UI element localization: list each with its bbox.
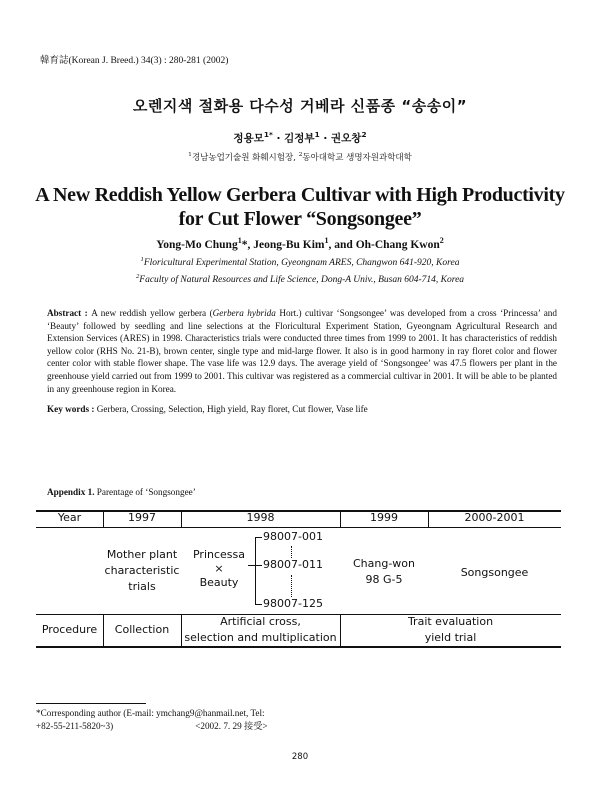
trait-line-1: Trait evaluation — [407, 615, 494, 628]
author-3-prefix: , and — [328, 238, 356, 251]
dotted-connector — [291, 575, 292, 597]
cultivar-songsongee: Songsongee — [460, 566, 529, 579]
english-affil-2 — [0, 270, 600, 287]
korean-affiliations — [0, 151, 600, 163]
procedure-collection: Collection — [114, 623, 170, 636]
abstract — [47, 307, 557, 395]
appendix-caption-text: Parentage of ‘Songsongee’ — [94, 487, 196, 497]
changwon-line-1: Chang-won — [352, 557, 415, 570]
affil-1-sup: 1 — [188, 151, 192, 159]
trait-line-2: yield trial — [424, 631, 477, 644]
footnote-rule — [36, 703, 146, 704]
header-1997: 1997 — [128, 511, 156, 524]
abstract-label: Abstract : — [47, 308, 92, 318]
keywords-text: Gerbera, Crossing, Selection, High yield, Ray floret, Cut flower, Vase life — [96, 404, 368, 414]
line-98007-011: 98007-011 — [263, 558, 323, 571]
author-2: Jeong-Bu Kim — [253, 238, 325, 251]
artificial-line-1: Artificial cross, — [220, 615, 301, 628]
author-3-sup: 2 — [361, 130, 367, 139]
author-2: 김정부 — [284, 132, 315, 145]
author-1: Yong-Mo Chung — [156, 238, 238, 251]
procedure-artificial-cross — [181, 614, 340, 646]
footnote-line-2 — [36, 720, 268, 733]
mother-line-3: trials — [128, 580, 156, 593]
mother-line-2: characteristic — [104, 564, 180, 577]
journal-reference: 韓育誌(Korean J. Breed.) 34(3) : 280-281 (2002) — [40, 56, 229, 66]
english-title-line-1: A New Reddish Yellow Gerbera Cultivar with High Productivity — [35, 184, 565, 206]
header-1998: 1998 — [246, 511, 275, 524]
author-1: 정용모 — [233, 132, 264, 145]
author-3: Oh-Chang Kwon — [355, 238, 440, 251]
affil-1-sup: 1 — [140, 256, 144, 263]
footnote-phone: +82-55-211-5820~3) — [36, 720, 114, 731]
bracket-tick-bottom — [255, 604, 262, 605]
affil-2-text: Faculty of Natural Resources and Life Science, Dong-A Univ., Busan 604-714, Korea — [139, 275, 465, 286]
mother-plant-trials — [103, 547, 181, 595]
keywords-label: Key words : — [47, 404, 97, 414]
abstract-text-2: Hort.) cultivar ‘Songsongee’ was developed from a cross ‘Princessa’ and ‘Beauty’ followed by seedling and line selections at the Floricultural Experiment Station, Gyeongnam Agricultural Research and Extension Services (ARES) in 1998. Characteristics trials were conducted three times from 1999 to 2001. It has characteristics of reddish yellow color (RHS No. 21-B), brown center, single type and mid-large flower. It also is in good harmony in ray floret color and flower center color with stable flower shape. The vase life was 12.9 days. The average yield of ‘Songsongee’ was 47.5 flowers per plant in the greenhouse yield carried out from 1999 to 2001. This cultivar was registered as a commercial cultivar in 2001. It will be able to be planted in any greenhouse region in Korea. — [47, 308, 557, 394]
received-date: <2002. 7. 29 接受> — [195, 720, 268, 731]
line-98007-001: 98007-001 — [263, 530, 323, 543]
changwon-line-2: 98 G-5 — [365, 573, 403, 586]
separator: · — [319, 132, 331, 145]
affil-2-sup: 2 — [298, 151, 303, 159]
page-number: 280 — [291, 752, 309, 762]
table-bottom-rule — [36, 646, 561, 648]
bracket-tick-mid — [248, 565, 262, 566]
header-year: Year — [57, 511, 82, 524]
header-2000-2001: 2000-2001 — [464, 511, 525, 524]
english-title — [0, 183, 600, 231]
affil-1-text: Floricultural Experimental Station, Gyeongnam ARES, Changwon 641-920, Korea — [143, 258, 460, 269]
procedure-trait-evaluation — [340, 614, 561, 646]
mother-line-1: Mother plant — [106, 548, 178, 561]
author-1-sup: 1* — [263, 130, 273, 139]
abstract-text-1: A new reddish yellow gerbera ( — [91, 308, 213, 318]
cross-parents — [188, 547, 250, 591]
english-affil-1 — [0, 253, 600, 270]
footnote — [36, 707, 268, 732]
keywords — [47, 404, 557, 414]
parent-beauty: Beauty — [199, 576, 239, 589]
header-1999: 1999 — [370, 511, 398, 524]
korean-authors — [0, 130, 600, 146]
parent-princessa: Princessa — [192, 548, 245, 561]
cross-symbol: × — [214, 562, 224, 575]
affil-2: 동아대학교 생명자원과학대학 — [302, 153, 412, 163]
changwon-selection — [340, 556, 428, 588]
table-header-rule — [36, 527, 561, 528]
line-98007-125: 98007-125 — [263, 597, 323, 610]
korean-title: 오렌지색 절화용 다수성 거베라 신품종 “송송이” — [132, 97, 468, 115]
footnote-line-1: *Corresponding author (E-mail: ymchang9@hanmail.net, Tel: — [36, 708, 265, 718]
bracket-tick-top — [255, 537, 262, 538]
english-authors — [0, 236, 600, 251]
author-1-sup: 1 — [237, 236, 242, 245]
separator: · — [272, 132, 285, 145]
appendix-label: Appendix 1. — [47, 487, 95, 497]
english-affiliations — [0, 253, 600, 287]
author-2-sup: 1 — [324, 236, 329, 245]
english-title-line-2: for Cut Flower “Songsongee” — [178, 208, 422, 230]
author-1-mark: *, — [241, 238, 254, 251]
procedure-label: Procedure — [41, 623, 98, 636]
artificial-line-2: selection and multiplication — [184, 631, 337, 644]
affil-2-sup: 2 — [135, 273, 140, 281]
affil-1: 경남농업기술원 화훼시험장, — [191, 153, 299, 163]
abstract-species: Gerbera hybrida — [212, 308, 276, 318]
bracket-vertical — [255, 537, 256, 604]
author-3-sup: 2 — [439, 236, 444, 245]
appendix-caption — [47, 487, 196, 497]
author-3: 권오창 — [331, 132, 362, 145]
author-2-sup: 1 — [314, 130, 320, 139]
